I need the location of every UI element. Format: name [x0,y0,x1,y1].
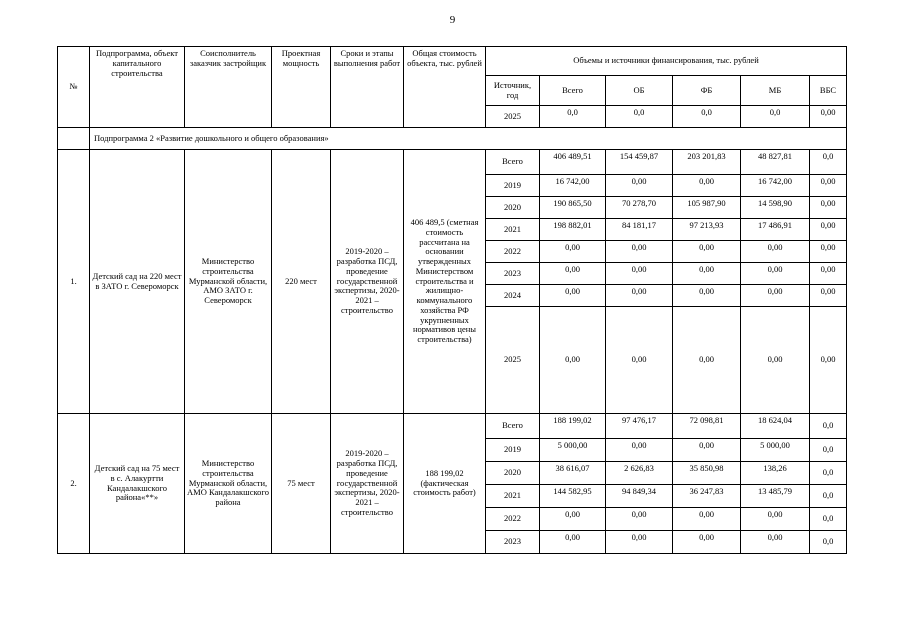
row-total: 406 489,51 [540,150,606,175]
row-mb: 18 624,04 [741,414,810,439]
row-mb: 0,00 [741,508,810,531]
row-vbs: 0,0 [810,462,847,485]
object-name: Детский сад на 220 мест в ЗАТО г. Североморск [90,150,185,414]
object-number: 2. [58,414,90,554]
object-executor: Министерство строительства Мурманской области, АМО ЗАТО г. Североморск [185,150,272,414]
row-ob: 0,00 [606,285,673,307]
row-total: 38 616,07 [540,462,606,485]
row-total: 144 582,95 [540,485,606,508]
row-ob: 70 278,70 [606,197,673,219]
row-vbs: 0,00 [810,263,847,285]
row-year: 2023 [486,531,540,554]
row-total: 0,00 [540,241,606,263]
header-no: № [58,47,90,128]
row-year: 2025 [486,307,540,414]
row-year: 2023 [486,263,540,285]
row-mb: 13 485,79 [741,485,810,508]
row-year: Всего [486,414,540,439]
row-ob: 0,00 [606,307,673,414]
row-total: 0,00 [540,508,606,531]
table-row [58,150,847,175]
header-mb: МБ [741,76,810,106]
header-total: Всего [540,76,606,106]
row-mb: 14 598,90 [741,197,810,219]
row-fb: 0,00 [673,531,741,554]
header-total-cost: Общая стоимость объекта, тыс. рублей [404,47,486,128]
row-total: 0,00 [540,263,606,285]
row-year: 2022 [486,241,540,263]
row-mb: 0,00 [741,531,810,554]
row-fb: 0,00 [673,175,741,197]
header-vbs: ВБС [810,76,847,106]
row-year: 2021 [486,219,540,241]
row-ob: 0,00 [606,175,673,197]
carry-year: 2025 [486,106,540,128]
row-total: 0,00 [540,531,606,554]
row-vbs: 0,00 [810,285,847,307]
header-row [58,47,847,76]
header-funding: Объемы и источники финансирования, тыс. рублей [486,47,847,76]
object-executor: Министерство строительства Мурманской области, АМО Кандалакшского района [185,414,272,554]
page-number: 9 [449,14,456,26]
row-vbs: 0,00 [810,197,847,219]
carry-mb: 0,0 [741,106,810,128]
object-number: 1. [58,150,90,414]
row-year: 2020 [486,462,540,485]
object-cost: 188 199,02 (фактическая стоимость работ) [404,414,486,554]
row-vbs: 0,00 [810,307,847,414]
row-mb: 0,00 [741,241,810,263]
row-year: 2019 [486,439,540,462]
row-year: Всего [486,150,540,175]
row-ob: 84 181,17 [606,219,673,241]
row-fb: 105 987,90 [673,197,741,219]
object-capacity: 220 мест [272,150,331,414]
row-total: 190 865,50 [540,197,606,219]
header-executor: Соисполнитель заказчик застройщик [185,47,272,128]
row-ob: 0,00 [606,263,673,285]
row-ob: 2 626,83 [606,462,673,485]
table-row [58,414,847,439]
row-ob: 97 476,17 [606,414,673,439]
row-fb: 0,00 [673,307,741,414]
row-vbs: 0,0 [810,439,847,462]
row-mb: 138,26 [741,462,810,485]
row-vbs: 0,0 [810,414,847,439]
row-fb: 203 201,83 [673,150,741,175]
object-terms: 2019-2020 – разработка ПСД, проведение государственной экспертизы, 2020-2021 – строительство [331,414,404,554]
row-mb: 0,00 [741,263,810,285]
row-ob: 0,00 [606,241,673,263]
row-vbs: 0,00 [810,175,847,197]
row-year: 2020 [486,197,540,219]
row-mb: 48 827,81 [741,150,810,175]
row-total: 5 000,00 [540,439,606,462]
carry-ob: 0,0 [606,106,673,128]
subprogram-no [58,128,90,150]
row-vbs: 0,00 [810,219,847,241]
row-total: 0,00 [540,307,606,414]
row-vbs: 0,0 [810,485,847,508]
row-year: 2024 [486,285,540,307]
header-subprogram: Подпрограмма, объект капитального строительства [90,47,185,128]
row-fb: 97 213,93 [673,219,741,241]
row-vbs: 0,0 [810,508,847,531]
carry-fb: 0,0 [673,106,741,128]
header-ob: ОБ [606,76,673,106]
row-mb: 5 000,00 [741,439,810,462]
row-total: 188 199,02 [540,414,606,439]
row-fb: 72 098,81 [673,414,741,439]
row-mb: 0,00 [741,307,810,414]
subprogram-row [58,128,847,150]
row-fb: 0,00 [673,285,741,307]
header-capacity: Проектная мощность [272,47,331,128]
funding-table [57,46,847,554]
row-vbs: 0,0 [810,150,847,175]
row-vbs: 0,0 [810,531,847,554]
header-terms: Сроки и этапы выполнения работ [331,47,404,128]
row-ob: 94 849,34 [606,485,673,508]
row-vbs: 0,00 [810,241,847,263]
row-fb: 0,00 [673,241,741,263]
row-year: 2019 [486,175,540,197]
object-name: Детский сад на 75 мест в с. Алакуртти Кандалакшского района«**» [90,414,185,554]
header-source-year: Источник, год [486,76,540,106]
row-fb: 36 247,83 [673,485,741,508]
object-terms: 2019-2020 – разработка ПСД, проведение государственной экспертизы, 2020-2021 – строительство [331,150,404,414]
row-total: 0,00 [540,285,606,307]
row-fb: 35 850,98 [673,462,741,485]
row-mb: 16 742,00 [741,175,810,197]
carry-vbs: 0,00 [810,106,847,128]
header-fb: ФБ [673,76,741,106]
row-year: 2022 [486,508,540,531]
subprogram-title: Подпрограмма 2 «Развитие дошкольного и общего образования» [90,128,847,150]
row-fb: 0,00 [673,263,741,285]
row-ob: 0,00 [606,439,673,462]
row-ob: 0,00 [606,531,673,554]
carry-total: 0,0 [540,106,606,128]
row-mb: 17 486,91 [741,219,810,241]
row-mb: 0,00 [741,285,810,307]
row-total: 198 882,01 [540,219,606,241]
object-cost: 406 489,5 (сметная стоимость рассчитана на основании утвержденных Министерством строительства и жилищно-коммунального хозяйства РФ укрупненных нормативов цены строительства) [404,150,486,414]
row-year: 2021 [486,485,540,508]
row-ob: 0,00 [606,508,673,531]
row-fb: 0,00 [673,439,741,462]
row-ob: 154 459,87 [606,150,673,175]
row-fb: 0,00 [673,508,741,531]
object-capacity: 75 мест [272,414,331,554]
row-total: 16 742,00 [540,175,606,197]
